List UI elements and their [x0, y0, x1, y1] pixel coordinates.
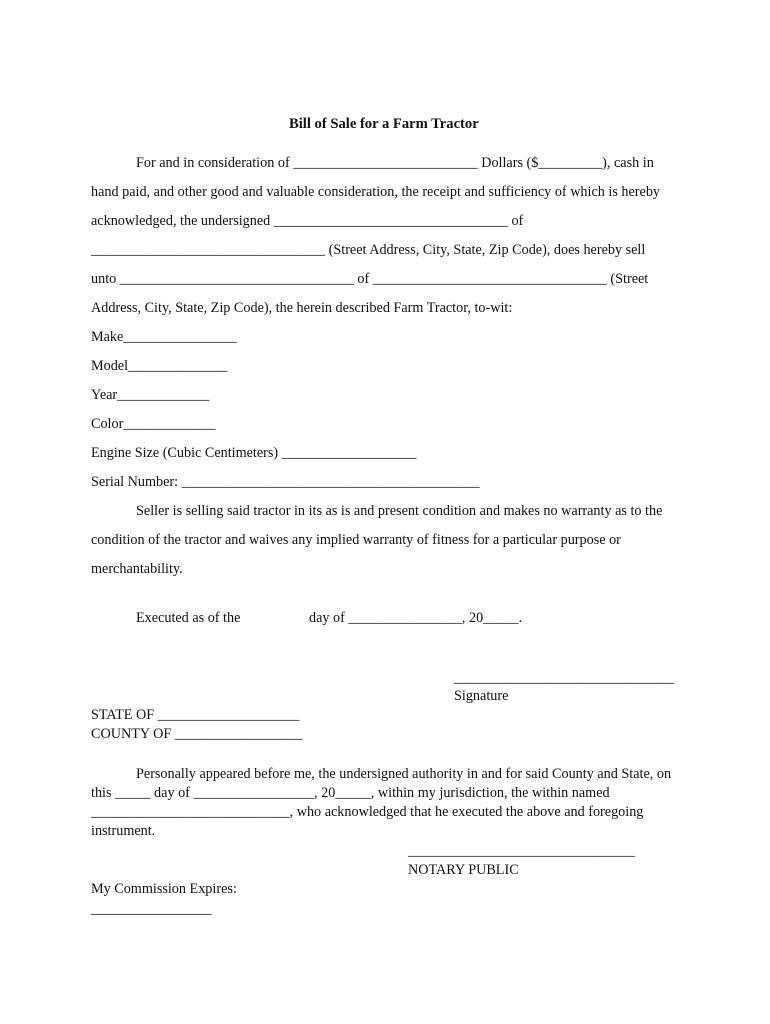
warranty-line-3: merchantability.: [91, 561, 183, 577]
notary-public-label: NOTARY PUBLIC: [408, 862, 519, 878]
intro-line-4: _________________________________ (Street Address, City, State, Zip Code), does hereby sell: [91, 242, 646, 258]
field-year: Year_____________: [91, 387, 210, 403]
signature-label: Signature: [454, 688, 509, 704]
notary-county: COUNTY OF __________________: [91, 726, 303, 742]
intro-line-1: For and in consideration of __________________________ Dollars ($_________), cash in: [136, 155, 654, 171]
notary-state: STATE OF ____________________: [91, 707, 300, 723]
notary-line-3: ____________________________, who acknowledged that he executed the above and foregoing: [91, 804, 644, 820]
notary-line-1: Personally appeared before me, the undersigned authority in and for said County and State, on: [136, 766, 672, 782]
notary-public-line: ________________________________: [408, 843, 635, 859]
field-engine-size: Engine Size (Cubic Centimeters) ___________________: [91, 445, 417, 461]
field-serial-number: Serial Number: __________________________________________: [91, 474, 480, 490]
field-color: Color_____________: [91, 416, 216, 432]
field-model: Model______________: [91, 358, 228, 374]
warranty-line-2: condition of the tractor and waives any implied warranty of fitness for a particular purpose or: [91, 532, 621, 548]
signature-line: _______________________________: [454, 670, 674, 686]
commission-line: _________________: [91, 901, 212, 917]
executed-suffix: day of ________________, 20_____.: [309, 610, 523, 626]
intro-line-3: acknowledged, the undersigned _________________________________ of: [91, 213, 524, 229]
field-make: Make________________: [91, 329, 237, 345]
executed-prefix: Executed as of the: [136, 610, 241, 626]
notary-line-4: instrument.: [91, 823, 156, 839]
notary-line-2: this _____ day of _________________, 20_____, within my jurisdiction, the within named: [91, 785, 610, 801]
intro-line-5: unto _________________________________ of _________________________________ (Street: [91, 271, 649, 287]
document-title: Bill of Sale for a Farm Tractor: [289, 116, 479, 132]
intro-line-2: hand paid, and other good and valuable consideration, the receipt and sufficiency of which is hereby: [91, 184, 661, 200]
intro-line-6: Address, City, State, Zip Code), the herein described Farm Tractor, to-wit:: [91, 300, 513, 316]
commission-label: My Commission Expires:: [91, 881, 237, 897]
warranty-line-1: Seller is selling said tractor in its as is and present condition and makes no warranty as to the: [136, 503, 663, 519]
